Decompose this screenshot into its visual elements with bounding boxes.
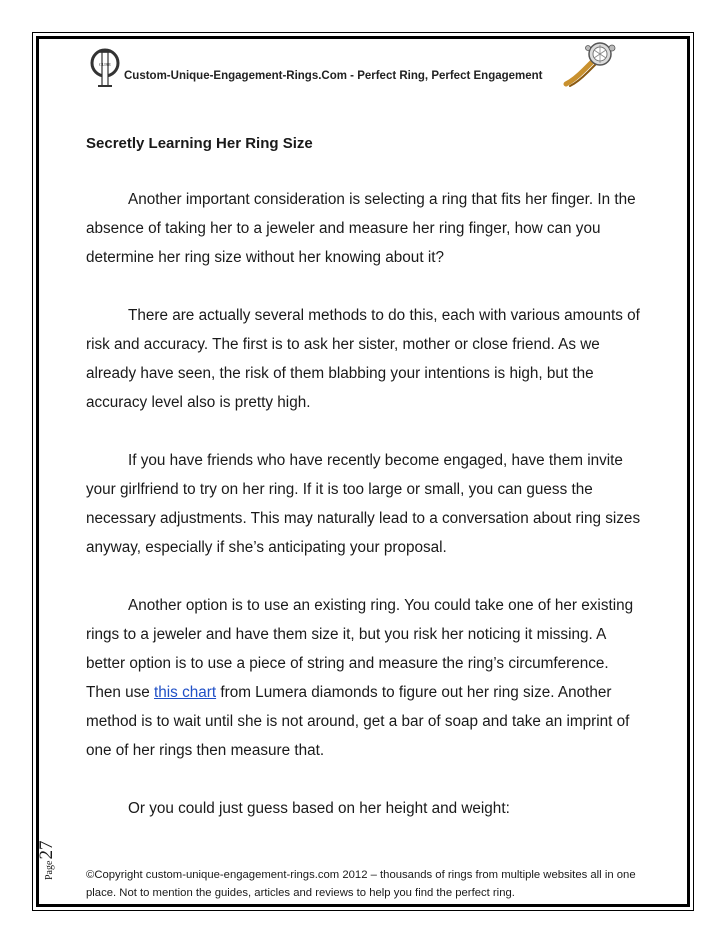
ring-icon bbox=[560, 40, 622, 88]
article-body bbox=[86, 185, 646, 852]
header-title: Custom-Unique-Engagement-Rings.Com - Perfect Ring, Perfect Engagement bbox=[124, 70, 543, 82]
paragraph-text: from Lumera diamonds to figure out her ring size. Another method is to wait until she is not around, get a bar of soap and take an imprint of one of her rings then measure that. bbox=[86, 684, 630, 759]
cure-logo bbox=[88, 46, 122, 90]
paragraph: Another important consideration is selecting a ring that fits her finger. In the absence of taking her to a jeweler and measure her ring finger, how can you determine her ring size without her knowing about it? bbox=[86, 191, 636, 266]
logo-letters: CURE bbox=[98, 62, 112, 67]
paragraph: If you have friends who have recently become engaged, have them invite your girlfriend to try on her ring. If it is too large or small, you can guess the necessary adjustments. This may naturally lead to a conversation about ring sizes anyway, especially if she’s anticipating your proposal. bbox=[86, 452, 641, 556]
paragraph: There are actually several methods to do this, each with various amounts of risk and accuracy. The first is to ask her sister, mother or close friend. As we already have seen, the risk of them blabbing your intentions is high, but the accuracy level also is pretty high. bbox=[86, 307, 640, 411]
chart-link[interactable]: this chart bbox=[154, 684, 217, 701]
page-number-marker bbox=[36, 820, 57, 880]
page-number: 27 bbox=[36, 840, 57, 860]
paragraph: Or you could just guess based on her height and weight: bbox=[128, 800, 510, 817]
paragraph-with-link bbox=[86, 591, 646, 765]
copyright-footer: ©Copyright custom-unique-engagement-rings.com 2012 – thousands of rings from multiple websites all in one place. Not to mention the guides, articles and reviews to help you find the perfect ring. bbox=[86, 869, 636, 899]
article-title: Secretly Learning Her Ring Size bbox=[86, 135, 313, 152]
page-label: Page bbox=[44, 860, 55, 880]
paragraph-text: Another option is to use an existing ring. You could take one of her existing rings to a jeweler and have them size it, but you risk her noticing it missing. A better option is to use a piece of string and measure the ring’s circumference. Then use bbox=[86, 597, 634, 701]
